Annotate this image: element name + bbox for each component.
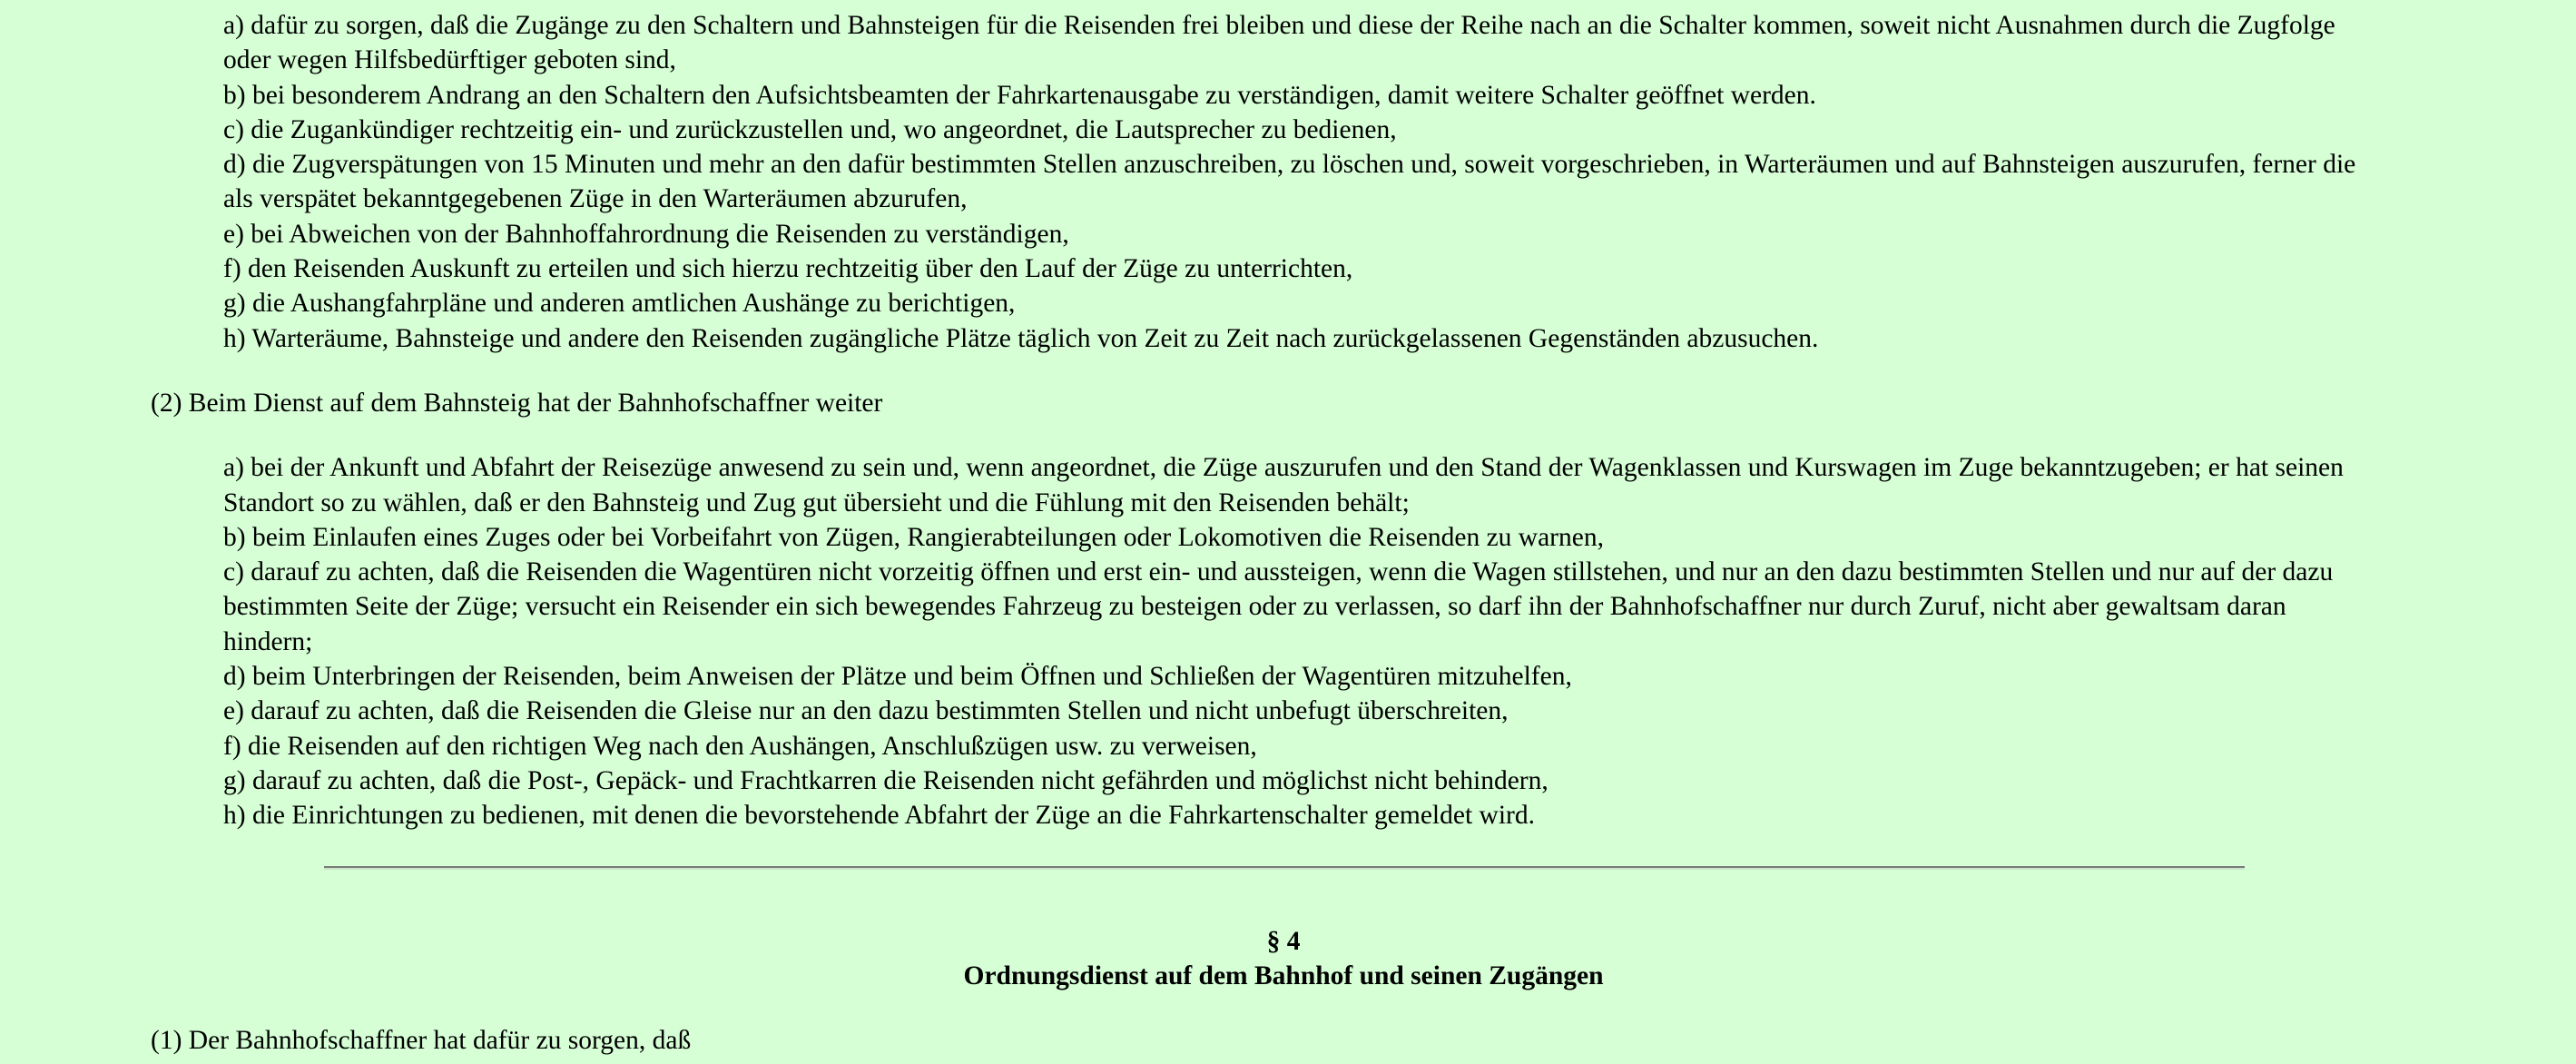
list-item: d) die Zugverspätungen von 15 Minuten und mehr an den dafür bestimmten Stellen anzuschreiben, zu löschen und, soweit vorgeschrieben, in Warteräumen und auf Bahnsteigen auszurufen, ferner die als verspätet bekanntgegebenen Züge in den Warteräumen abzurufen, xyxy=(223,150,2356,214)
list-item: d) beim Unterbringen der Reisenden, beim Anweisen der Plätze und beim Öffnen und Schließen der Wagentüren mitzuhelfen, xyxy=(223,662,1572,692)
paragraph-1-intro: (1) Der Bahnhofschaffner hat dafür zu sorgen, daß xyxy=(151,1026,692,1056)
list-item: h) Warteräume, Bahnsteige und andere den Reisenden zugängliche Plätze täglich von Zeit zu Zeit nach zurückgelassenen Gegenständen abzusuchen. xyxy=(223,323,1819,353)
list-item: g) die Aushangfahrpläne und anderen amtlichen Aushänge zu berichtigen, xyxy=(223,289,1016,319)
list-item: e) bei Abweichen von der Bahnhoffahrordnung die Reisenden zu verständigen, xyxy=(223,219,1069,249)
list-item: b) beim Einlaufen eines Zuges oder bei Vorbeifahrt von Zügen, Rangierabteilungen oder Lokomotiven die Reisenden zu warnen, xyxy=(223,522,1604,552)
divider-wrap xyxy=(0,833,2576,890)
list-item: a) dafür zu sorgen, daß die Zugänge zu den Schaltern und Bahnsteigen für die Reisenden frei bleiben und diese der Reihe nach an die Schalter kommen, soweit nicht Ausnahmen durch die Zugfolge oder wegen Hilfsbedürftiger geboten sind, xyxy=(223,11,2335,75)
list-item: f) die Reisenden auf den richtigen Weg nach den Aushängen, Anschlußzügen usw. zu verweisen, xyxy=(223,731,1257,761)
horizontal-divider xyxy=(324,866,2245,870)
list-item: c) die Zugankündiger rechtzeitig ein- und zurückzustellen und, wo angeordnet, die Lautsprecher zu bedienen, xyxy=(223,114,1397,144)
duty-list-2 xyxy=(0,450,2356,832)
paragraph-2-intro: (2) Beim Dienst auf dem Bahnsteig hat der Bahnhofschaffner weiter xyxy=(151,388,883,418)
list-item: a) bei der Ankunft und Abfahrt der Reisezüge anwesend zu sein und, wenn angeordnet, die Züge auszurufen und den Stand der Wagenklassen und Kurswagen im Zuge bekanntzugeben; er hat seinen Standort so zu wählen, daß er den Bahnsteig und Zug gut übersieht und die Fühlung mit den Reisenden behält; xyxy=(223,453,2344,517)
section-title: Ordnungsdienst auf dem Bahnhof und seinen Zugängen xyxy=(963,961,1604,990)
document-body xyxy=(0,8,2576,1058)
list-item: e) darauf zu achten, daß die Reisenden die Gleise nur an den dazu bestimmten Stellen und nicht unbefugt überschreiten, xyxy=(223,696,1509,726)
section-number: § 4 xyxy=(1266,926,1301,956)
list-item: f) den Reisenden Auskunft zu erteilen und sich hierzu rechtzeitig über den Lauf der Züge zu unterrichten, xyxy=(223,254,1353,284)
section-heading xyxy=(0,924,2567,994)
list-item: c) darauf zu achten, daß die Reisenden die Wagentüren nicht vorzeitig öffnen und erst ein- und aussteigen, wenn die Wagen stillstehen, und nur an den dazu bestimmten Stellen und nur auf der dazu bestimmten Seite der Züge; versucht ein Reisender ein sich bewegendes Fahrzeug zu besteigen oder zu verlassen, so darf ihn der Bahnhofschaffner nur durch Zuruf, nicht aber gewaltsam daran hindern; xyxy=(223,557,2334,656)
list-item: h) die Einrichtungen zu bedienen, mit denen die bevorstehende Abfahrt der Züge an die Fahrkartenschalter gemeldet wird. xyxy=(223,801,1535,831)
list-item: g) darauf zu achten, daß die Post-, Gepäck- und Frachtkarren die Reisenden nicht gefährden und möglichst nicht behindern, xyxy=(223,765,1549,795)
list-item: b) bei besonderem Andrang an den Schaltern den Aufsichtsbeamten der Fahrkartenausgabe zu verständigen, damit weitere Schalter geöffnet werden. xyxy=(223,80,1816,110)
duty-list-1 xyxy=(0,8,2356,356)
